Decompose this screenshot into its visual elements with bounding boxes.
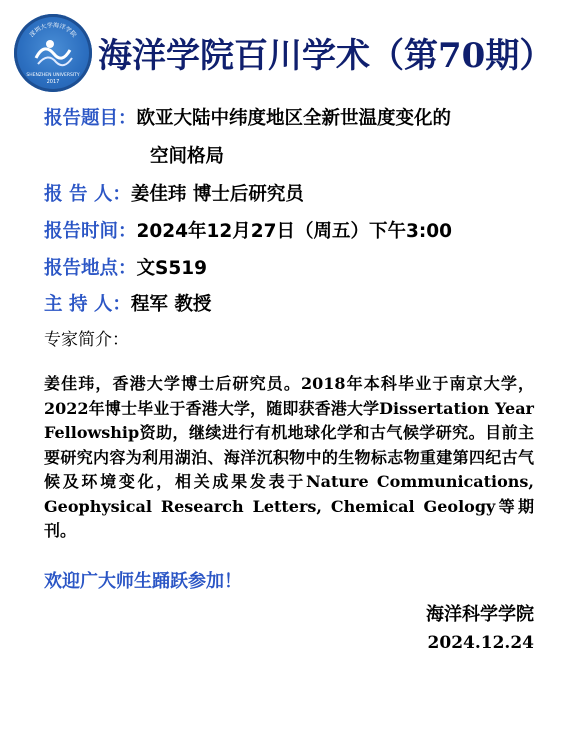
wave-emblem-icon — [14, 14, 92, 92]
svg-text:深圳大学海洋学院 — [28, 21, 79, 39]
notice-date: 2024.12.24 — [427, 633, 534, 653]
place-row — [44, 254, 207, 280]
topic-row — [44, 104, 451, 130]
logo-text-year: 2017 — [46, 79, 60, 85]
topic-value-line2: 空间格局 — [150, 146, 225, 167]
page-title: 海洋学院百川学术（第70期） — [98, 36, 554, 76]
logo-text-bottom: SHENZHEN UNIVERSITY — [26, 73, 80, 78]
speaker-bio: 姜佳玮，香港大学博士后研究员。2018年本科毕业于南京大学，2022年博士毕业于香港大学，随即获香港大学Dissertation Year Fellowship资助，继续进行有机地球化学和古气候学研究。目前主要研究内容为利用湖泊、海洋沉积物中的生物标志物重建第四纪古气候及环境变化，相关成果发表于Nature Communications, Geophysical Research Letters, Chemical Geology等期刊。 — [44, 374, 534, 540]
organizer-name: 海洋科学学院 — [426, 604, 534, 625]
speaker-label: 报 告 人： — [44, 184, 131, 205]
speaker-value: 姜佳玮 博士后研究员 — [130, 184, 304, 205]
school-logo — [14, 14, 92, 92]
topic-value-line1: 欧亚大陆中纬度地区全新世温度变化的 — [136, 108, 452, 129]
speaker-row — [44, 180, 304, 206]
topic-label: 报告题目： — [44, 108, 137, 129]
intro-label: 专家简介： — [44, 330, 129, 350]
time-label: 报告时间： — [44, 221, 137, 242]
host-value: 程军 教授 — [130, 294, 212, 315]
logo-text-top: 深圳大学海洋学院 — [28, 21, 78, 39]
place-label: 报告地点： — [44, 258, 137, 279]
host-label: 主 持 人： — [44, 294, 131, 315]
host-row — [44, 290, 211, 316]
place-value: 文S519 — [136, 258, 207, 279]
welcome-text: 欢迎广大师生踊跃参加！ — [44, 571, 242, 592]
time-value: 2024年12月27日（周五）下午3:00 — [136, 221, 453, 242]
time-row — [44, 217, 452, 243]
